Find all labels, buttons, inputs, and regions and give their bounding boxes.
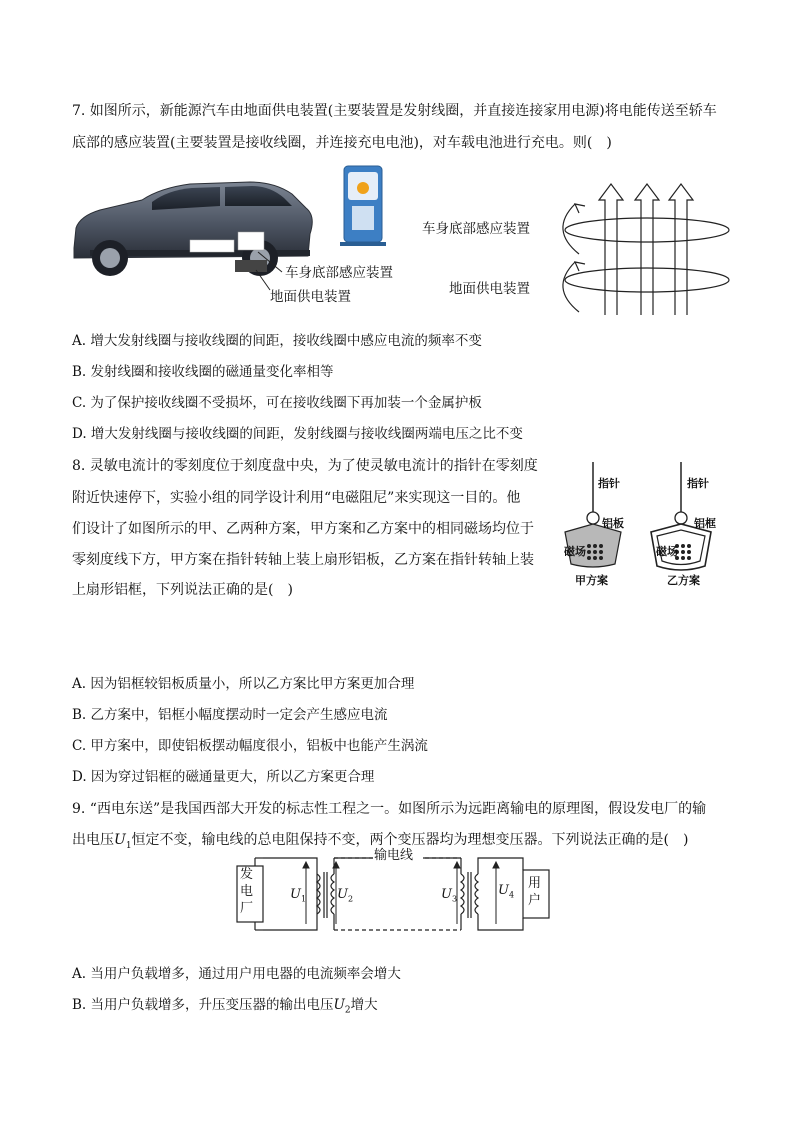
q9-stem-line-1: 9. “西电东送”是我国西部大开发的标志性工程之一。如图所示为远距离输电的原理图，假设发电厂的输 bbox=[72, 801, 707, 817]
q9-option-a[interactable]: A. 当用户负载增多，通过用户用电器的电流频率会增大 bbox=[72, 966, 401, 982]
q9-user-char-1: 用 bbox=[528, 876, 542, 891]
q9-option-b[interactable] bbox=[72, 995, 378, 1021]
q8-stem-line-4: 零刻度线下方，甲方案在指针转轴上装上扇形铝板，乙方案在指针转轴上装 bbox=[72, 552, 534, 568]
q8-option-b[interactable]: B. 乙方案中，铝框小幅度摆动时一定会产生感应电流 bbox=[72, 707, 388, 723]
q7-right-label-bottom: 地面供电装置 bbox=[449, 281, 530, 297]
transmitting-coil bbox=[565, 268, 729, 292]
q8-b-field-label: 磁场 bbox=[656, 545, 678, 558]
q8-a-caption: 甲方案 bbox=[575, 574, 608, 587]
receiving-coil bbox=[565, 218, 729, 242]
q8-stem-line-3: 们设计了如图所示的甲、乙两种方案，甲方案和乙方案中的相同磁场均位于 bbox=[72, 521, 534, 537]
q8-b-caption: 乙方案 bbox=[667, 574, 700, 587]
q8-a-field-label: 磁场 bbox=[564, 545, 586, 558]
q9-option-b-a: B. 当用户负载增多，升压变压器的输出电压 bbox=[72, 997, 334, 1013]
q9-user-char-2: 户 bbox=[528, 893, 542, 908]
q9-label-u3: $U_3$ bbox=[441, 887, 458, 904]
q8-b-frame-label: 铝框 bbox=[694, 517, 716, 530]
q7-option-d[interactable]: D. 增大发射线圈与接收线圈的间距，发射线圈与接收线圈两端电压之比不变 bbox=[72, 426, 523, 442]
q9-label-u4: $U_4$ bbox=[498, 883, 515, 900]
q7-option-a[interactable]: A. 增大发射线圈与接收线圈的间距，接收线圈中感应电流的频率不变 bbox=[72, 333, 482, 349]
q7-stem-line-1: 7. 如图所示，新能源汽车由地面供电装置(主要装置是发射线圈，并直接连接家用电源)将电能传送至轿车 bbox=[72, 103, 717, 119]
q7-label-sensor: 车身底部感应装置 bbox=[285, 265, 393, 281]
q9-option-b-var: U bbox=[333, 997, 345, 1013]
q8-b-pointer-label: 指针 bbox=[687, 477, 709, 490]
q9-stem-line-2-a: 出电压 bbox=[72, 832, 114, 848]
q8-stem-line-2: 附近快速停下，实验小组的同学设计利用“电磁阻尼”来实现这一目的。他 bbox=[72, 490, 521, 506]
q7-car-charging-figure bbox=[70, 160, 420, 310]
car-icon bbox=[74, 182, 312, 276]
q9-var-u1: U bbox=[114, 832, 126, 848]
q7-option-b[interactable]: B. 发射线圈和接收线圈的磁通量变化率相等 bbox=[72, 364, 334, 380]
q8-a-plate-label: 铝板 bbox=[602, 517, 624, 530]
q9-label-u2: $U_2$ bbox=[337, 887, 354, 904]
flux-arrows bbox=[599, 184, 693, 315]
q8-a-pointer-label: 指针 bbox=[598, 477, 620, 490]
q8-option-d[interactable]: D. 因为穿过铝框的磁通量更大，所以乙方案更合理 bbox=[72, 769, 375, 785]
q8-option-a[interactable]: A. 因为铝框较铝板质量小，所以乙方案比甲方案更加合理 bbox=[72, 676, 415, 692]
q9-plant-char-3: 厂 bbox=[240, 901, 254, 916]
q7-stem-line-2: 底部的感应装置(主要装置是接收线圈，并连接充电电池)，对车载电池进行充电。则( ) bbox=[72, 135, 612, 151]
q7-coils-figure bbox=[545, 180, 735, 320]
q8-stem-line-5: 上扇形铝框，下列说法正确的是( ) bbox=[72, 582, 293, 598]
q7-right-label-top: 车身底部感应装置 bbox=[422, 221, 530, 237]
q9-var-u1-sub: 1 bbox=[125, 840, 132, 851]
q7-option-c[interactable]: C. 为了保护接收线圈不受损坏，可在接收线圈下再加装一个金属护板 bbox=[72, 395, 482, 411]
q9-label-u1: $U_1$ bbox=[290, 887, 307, 904]
q9-plant-char-2: 电 bbox=[240, 884, 254, 899]
q9-plant-char-1: 发 bbox=[240, 867, 254, 882]
q7-label-ground: 地面供电装置 bbox=[270, 289, 351, 305]
q9-stem-line-2-b: 恒定不变，输电线的总电阻保持不变，两个变压器均为理想变压器。下列说法正确的是( ) bbox=[131, 832, 689, 848]
charging-station-icon bbox=[340, 166, 386, 246]
q9-option-b-sub: 2 bbox=[344, 1005, 351, 1016]
q8-stem-line-1: 8. 灵敏电流计的零刻度位于刻度盘中央，为了使灵敏电流计的指针在零刻度 bbox=[72, 458, 538, 474]
q8-option-c[interactable]: C. 甲方案中，即使铝板摆动幅度很小，铝板中也能产生涡流 bbox=[72, 738, 428, 754]
q9-option-b-b: 增大 bbox=[350, 997, 378, 1013]
q9-line-label: 输电线 bbox=[374, 848, 414, 863]
